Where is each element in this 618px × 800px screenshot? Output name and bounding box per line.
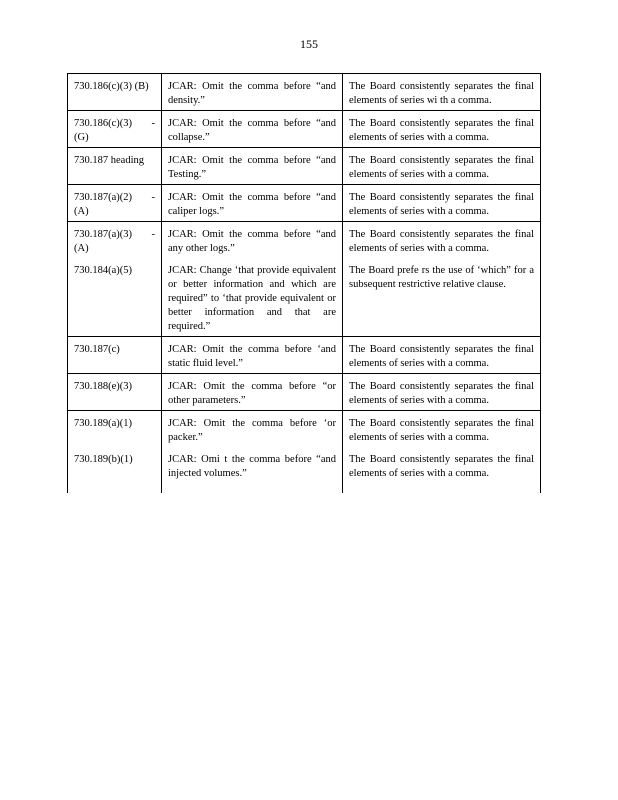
recommendation-text: The Board consistently separates the final elements of series with a comma.	[349, 418, 534, 443]
recommendation-text: The Board consistently separates the final elements of series wi th a comma.	[349, 81, 534, 106]
section-reference: 730.186(c)(3) (B)	[74, 81, 149, 92]
table-row	[68, 111, 541, 148]
table-row	[68, 148, 541, 185]
section-cell	[68, 222, 162, 259]
problem-text: JCAR: Omit the comma before “and any other logs.”	[168, 229, 336, 254]
problem-cell	[162, 148, 343, 185]
section-reference: 730.184(a)(5)	[74, 265, 133, 276]
recommendation-text: The Board consistently separates the final elements of series with a comma.	[349, 155, 534, 180]
problem-text: JCAR: Omi t the comma before “and injected volumes.”	[168, 454, 336, 479]
problem-cell	[162, 185, 343, 222]
problem-text: JCAR: Omit the comma before ‘and static fluid level.”	[168, 344, 336, 369]
problem-text: JCAR: Omit the comma before ‘or packer.”	[168, 418, 336, 443]
recommendation-cell	[343, 111, 541, 148]
problem-text: JCAR: Change ‘that provide equivalent or better information and which are required” to ‘that provide equivalent or better information and that are required.”	[168, 265, 336, 332]
table-row	[68, 222, 541, 259]
recommendation-text: The Board consistently separates the final elements of series with a comma.	[349, 229, 534, 254]
recommendation-cell	[343, 222, 541, 259]
problem-cell	[162, 111, 343, 148]
table-row	[68, 374, 541, 411]
recommendation-cell	[343, 74, 541, 111]
section-cell	[68, 185, 162, 222]
section-reference: 730.187(a)(2) - (A)	[74, 192, 155, 217]
page-number: 155	[300, 37, 318, 51]
section-cell	[68, 447, 162, 493]
recommendation-text: The Board consistently separates the final elements of series with a comma.	[349, 381, 534, 406]
section-reference: 730.188(e)(3)	[74, 381, 133, 392]
problem-text: JCAR: Omit the comma before “or other parameters.”	[168, 381, 336, 406]
section-cell	[68, 411, 162, 448]
section-reference: 730.187(c)	[74, 344, 120, 355]
section-cell	[68, 374, 162, 411]
recommendation-cell	[343, 148, 541, 185]
problem-cell	[162, 411, 343, 448]
section-cell	[68, 148, 162, 185]
problem-cell	[162, 74, 343, 111]
problem-text: JCAR: Omit the comma before “and Testing.”	[168, 155, 336, 180]
problem-text: JCAR: Omit the comma before “and density.”	[168, 81, 336, 106]
recommendation-text: The Board prefe rs the use of ‘which” for a subsequent restrictive relative clause.	[349, 265, 534, 290]
table-row	[68, 185, 541, 222]
problem-cell	[162, 258, 343, 337]
section-reference: 730.187(a)(3) - (A)	[74, 229, 155, 254]
problem-cell	[162, 374, 343, 411]
table-row	[68, 337, 541, 374]
section-cell	[68, 337, 162, 374]
recommendation-cell	[343, 447, 541, 493]
problem-cell	[162, 447, 343, 493]
recommendation-text: The Board consistently separates the final elements of series with a comma.	[349, 454, 534, 479]
recommendation-text: The Board consistently separates the final elements of series with a comma.	[349, 118, 534, 143]
recommendation-cell	[343, 258, 541, 337]
recommendation-cell	[343, 374, 541, 411]
recommendation-cell	[343, 337, 541, 374]
section-reference: 730.189(b)(1)	[74, 454, 133, 465]
section-reference: 730.187 heading	[74, 155, 144, 166]
recommendation-text: The Board consistently separates the final elements of series with a comma.	[349, 344, 534, 369]
recommendation-cell	[343, 411, 541, 448]
recommendation-cell	[343, 185, 541, 222]
problem-text: JCAR: Omit the comma before “and collapse.”	[168, 118, 336, 143]
section-reference: 730.189(a)(1)	[74, 418, 133, 429]
table-row	[68, 411, 541, 448]
section-cell	[68, 111, 162, 148]
recommendation-text: The Board consistently separates the final elements of series with a comma.	[349, 192, 534, 217]
table-row	[68, 447, 541, 493]
section-cell	[68, 74, 162, 111]
problem-cell	[162, 337, 343, 374]
table-row	[68, 258, 541, 337]
section-reference: 730.186(c)(3) - (G)	[74, 118, 155, 143]
comments-table	[67, 73, 541, 493]
table-row	[68, 74, 541, 111]
problem-text: JCAR: Omit the comma before “and caliper logs.”	[168, 192, 336, 217]
section-cell	[68, 258, 162, 337]
problem-cell	[162, 222, 343, 259]
